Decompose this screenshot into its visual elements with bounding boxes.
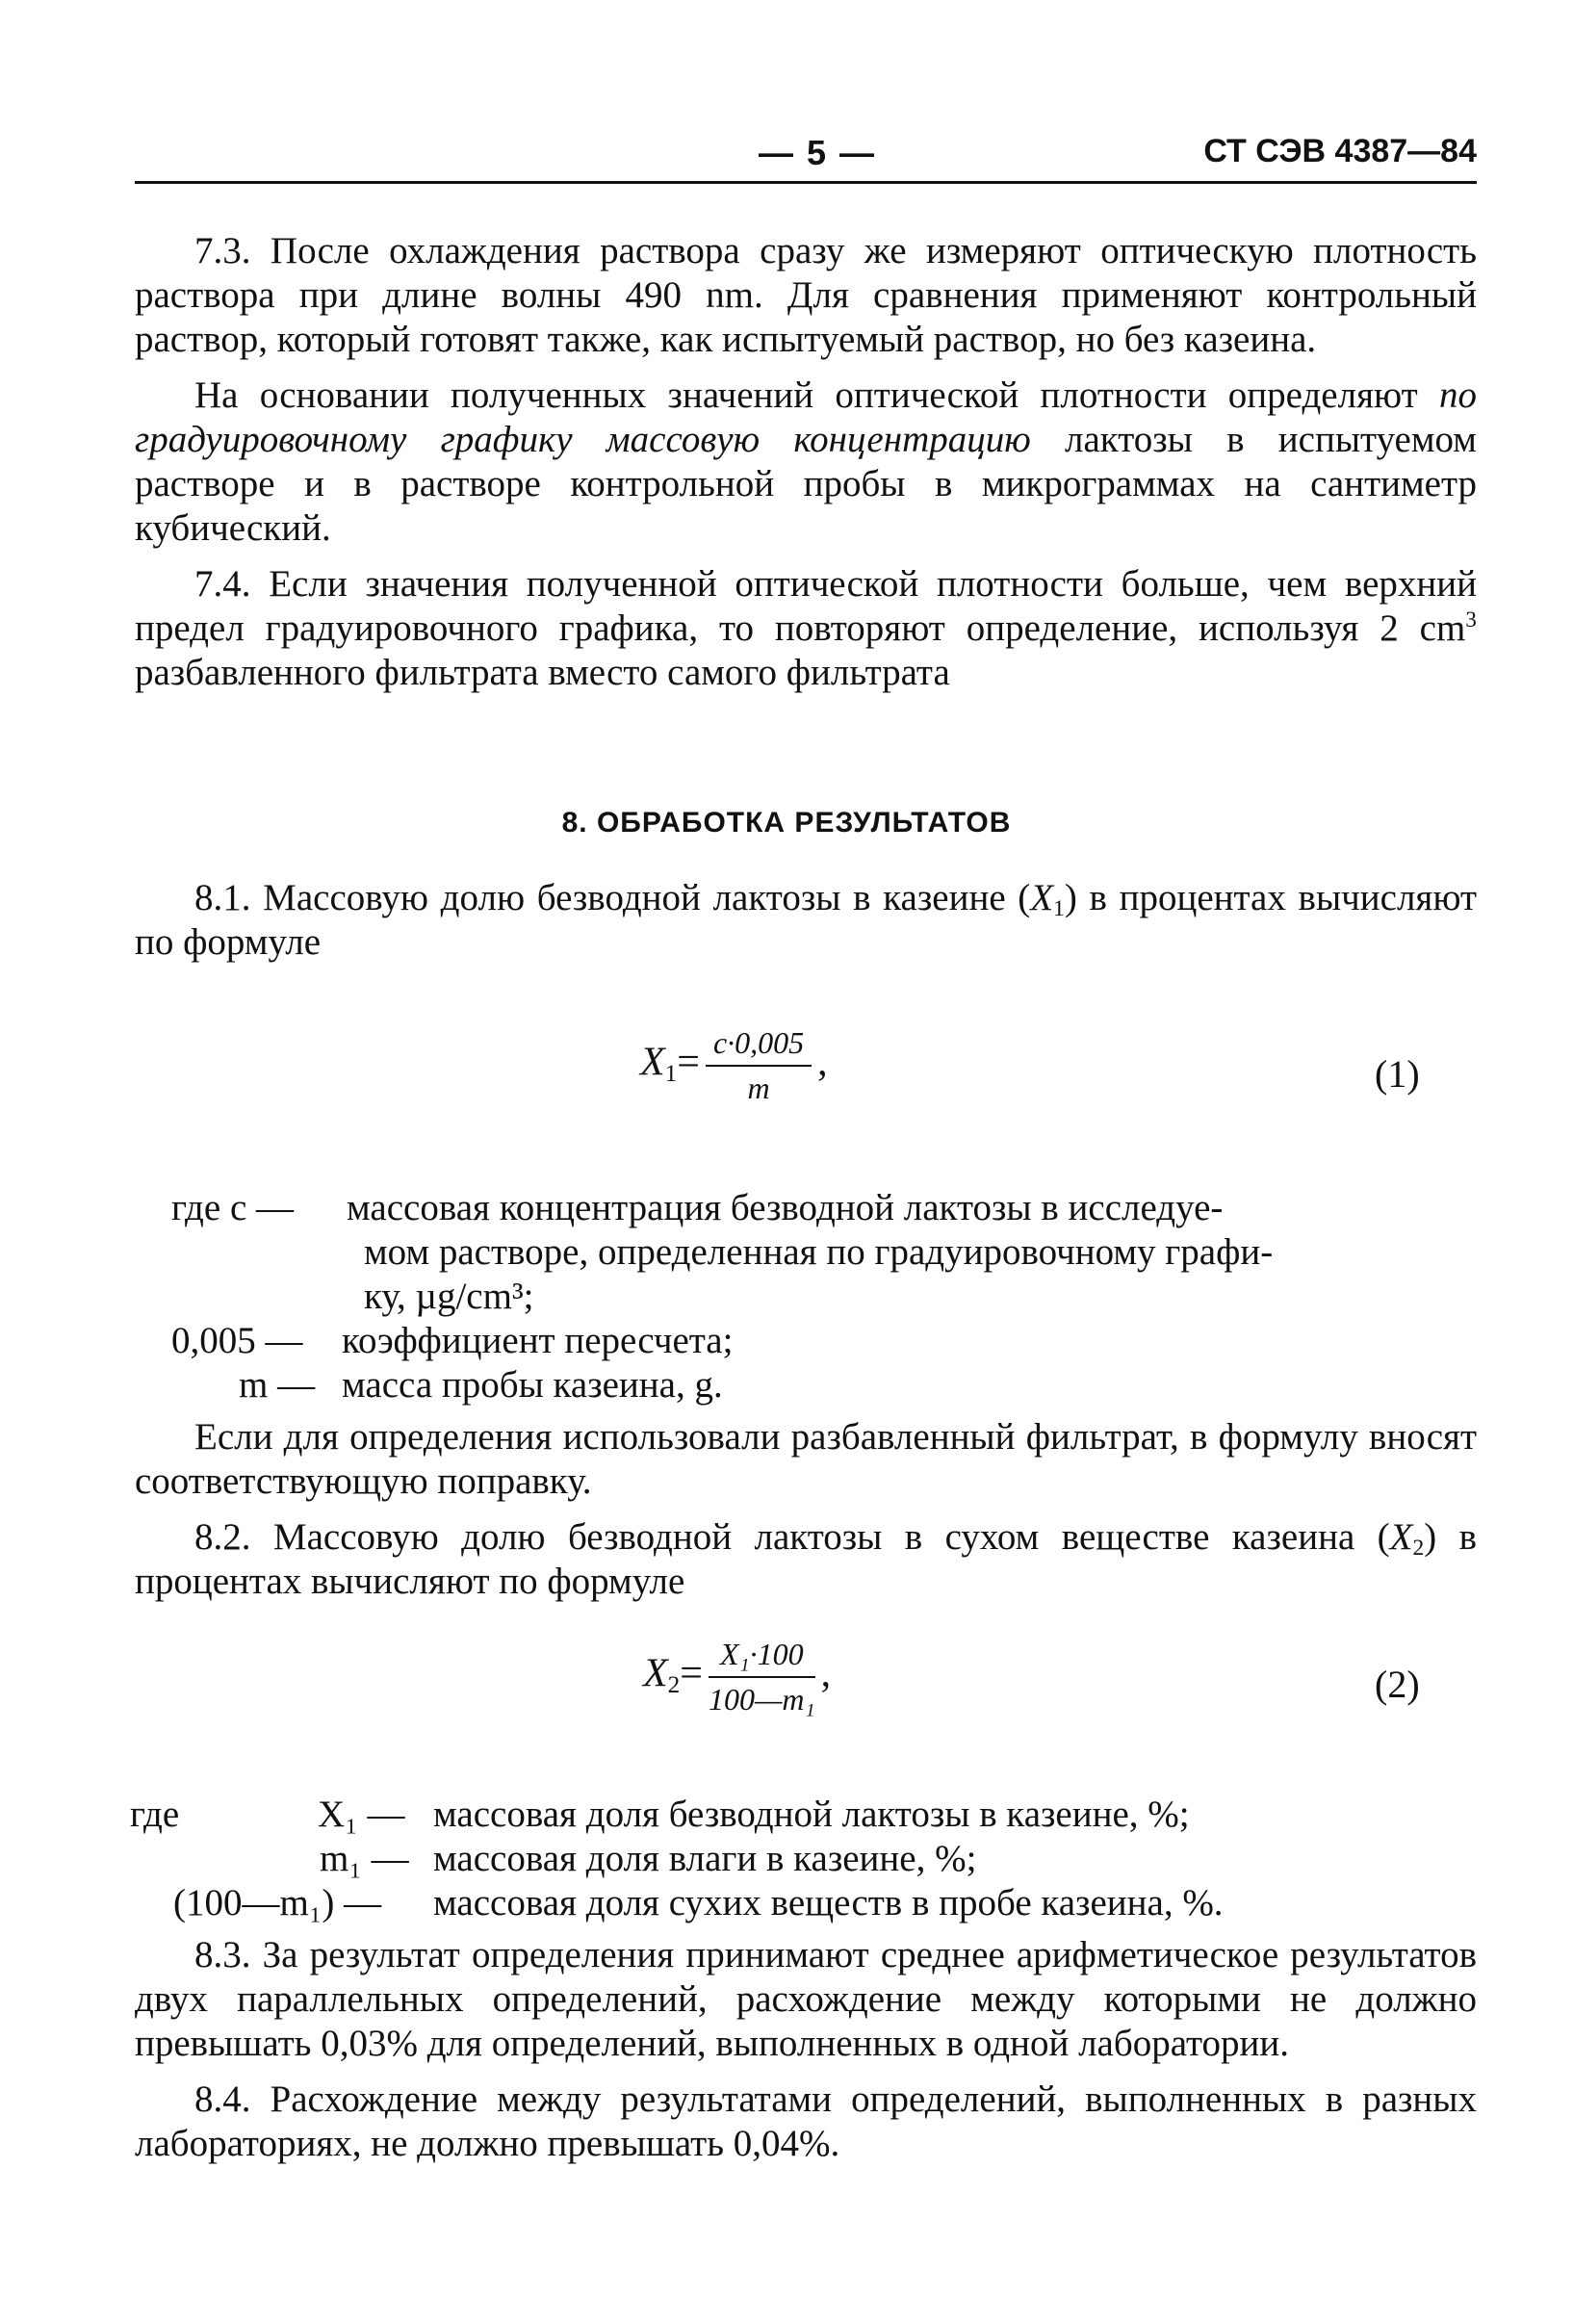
page-number: — 5 — [759, 133, 877, 172]
formula-1-fraction: $\frac{c\cdot 0,005}{m}$ [706, 1025, 812, 1106]
definition-term: X₁ — [318, 1794, 405, 1835]
definition-desc: коэффициент пересчета; [342, 1320, 734, 1361]
header-divider [135, 181, 1477, 184]
paragraph-7-3-continuation: На основании полученных значений оптической плотности определяют по градуировочному графику массовую концентрацию лактозы в испытуемом растворе и в растворе контрольной пробы в микрограммах на сантиметр кубический. [135, 374, 1477, 549]
definition-desc: массовая концентрация безводной лактозы в исследуе- [347, 1187, 1224, 1228]
paragraph-7-4: 7.4. Если значения полученной оптической плотности больше, чем верхний предел градуировочного графика, то повторяют определение, используя 2 $cm^3$ разбавленного фильтрата вместо самого фильтрата [135, 563, 1477, 693]
document-code: СТ СЭВ 4387—84 [1203, 133, 1477, 169]
paragraph-8-1: 8.1. Массовую долю безводной лактозы в казеине $(X_1)$ в процентах вычисляют по формуле [135, 877, 1478, 963]
paragraphs-8-3-8-4 [135, 1933, 1477, 2166]
paragraphs-8-2-block [135, 1415, 1477, 1604]
equation-number-2: (2) [1375, 1663, 1420, 1706]
definition-term: m₁ — [320, 1838, 409, 1879]
definition-desc: ку, µg/cm³; [364, 1276, 534, 1317]
paragraph-8-3: 8.3. За результат определения принимают среднее арифметическое результатов двух параллельных определений, расхождение между которыми не должно превышать 0,03% для определений, выполненных в одной лаборатории. [135, 1934, 1477, 2064]
paragraph-8-1-block [135, 876, 1477, 965]
definition-lead: где [130, 1794, 180, 1835]
definition-term: где c — [171, 1187, 295, 1228]
section-7-text [135, 229, 1477, 695]
definition-desc: массовая доля сухих веществ в пробе казеина, %. [433, 1882, 1224, 1924]
definition-term: m — [239, 1364, 316, 1406]
definition-term: 0,005 — [171, 1320, 303, 1361]
italic-phrase: по градуировочному графику массовую концентрацию [135, 374, 1477, 460]
definition-desc: мом растворе, определенная по градуировочному графи- [364, 1231, 1274, 1273]
paragraph-8-4: 8.4. Расхождение между результатами определений, выполненных в разных лабораториях, не должно превышать 0,04%. [135, 2079, 1477, 2164]
paragraph-7-3: 7.3. После охлаждения раствора сразу же измеряют оптическую плотность раствора при длине волны 490 nm. Для сравнения применяют контрольный раствор, который готовят также, как испытуемый раствор, но без казеина. [135, 230, 1477, 360]
definition-desc: массовая доля безводной лактозы в казеине, %; [433, 1794, 1190, 1835]
definition-desc: массовая доля влаги в казеине, %; [433, 1838, 977, 1879]
equation-number-1: (1) [1375, 1052, 1420, 1096]
section-8-title: 8. ОБРАБОТКА РЕЗУЛЬТАТОВ [561, 807, 1012, 839]
formula-1: $X_1=$ $\frac{c\cdot 0,005}{m}$ , [640, 1025, 828, 1105]
paragraph-diluted-filtrate: Если для определения использовали разбавленный фильтрат, в формулу вносят соответствующую поправку. [135, 1416, 1477, 1502]
page-header [0, 123, 1573, 181]
formula-2: $X_2=$ $\frac{\text{X₁·100}}{\text{100—m₁}}$ , [643, 1637, 832, 1717]
paragraph-8-2: 8.2. Массовую долю безводной лактозы в сухом веществе казеина $(X_2)$ в процентах вычисляют по формуле [135, 1516, 1477, 1602]
definition-term: (100—m₁) — [173, 1882, 382, 1924]
definition-desc: масса пробы казеина, g. [342, 1364, 723, 1406]
formula-2-fraction: $\frac{\text{X₁·100}}{\text{100—m₁}}$ [708, 1637, 815, 1717]
